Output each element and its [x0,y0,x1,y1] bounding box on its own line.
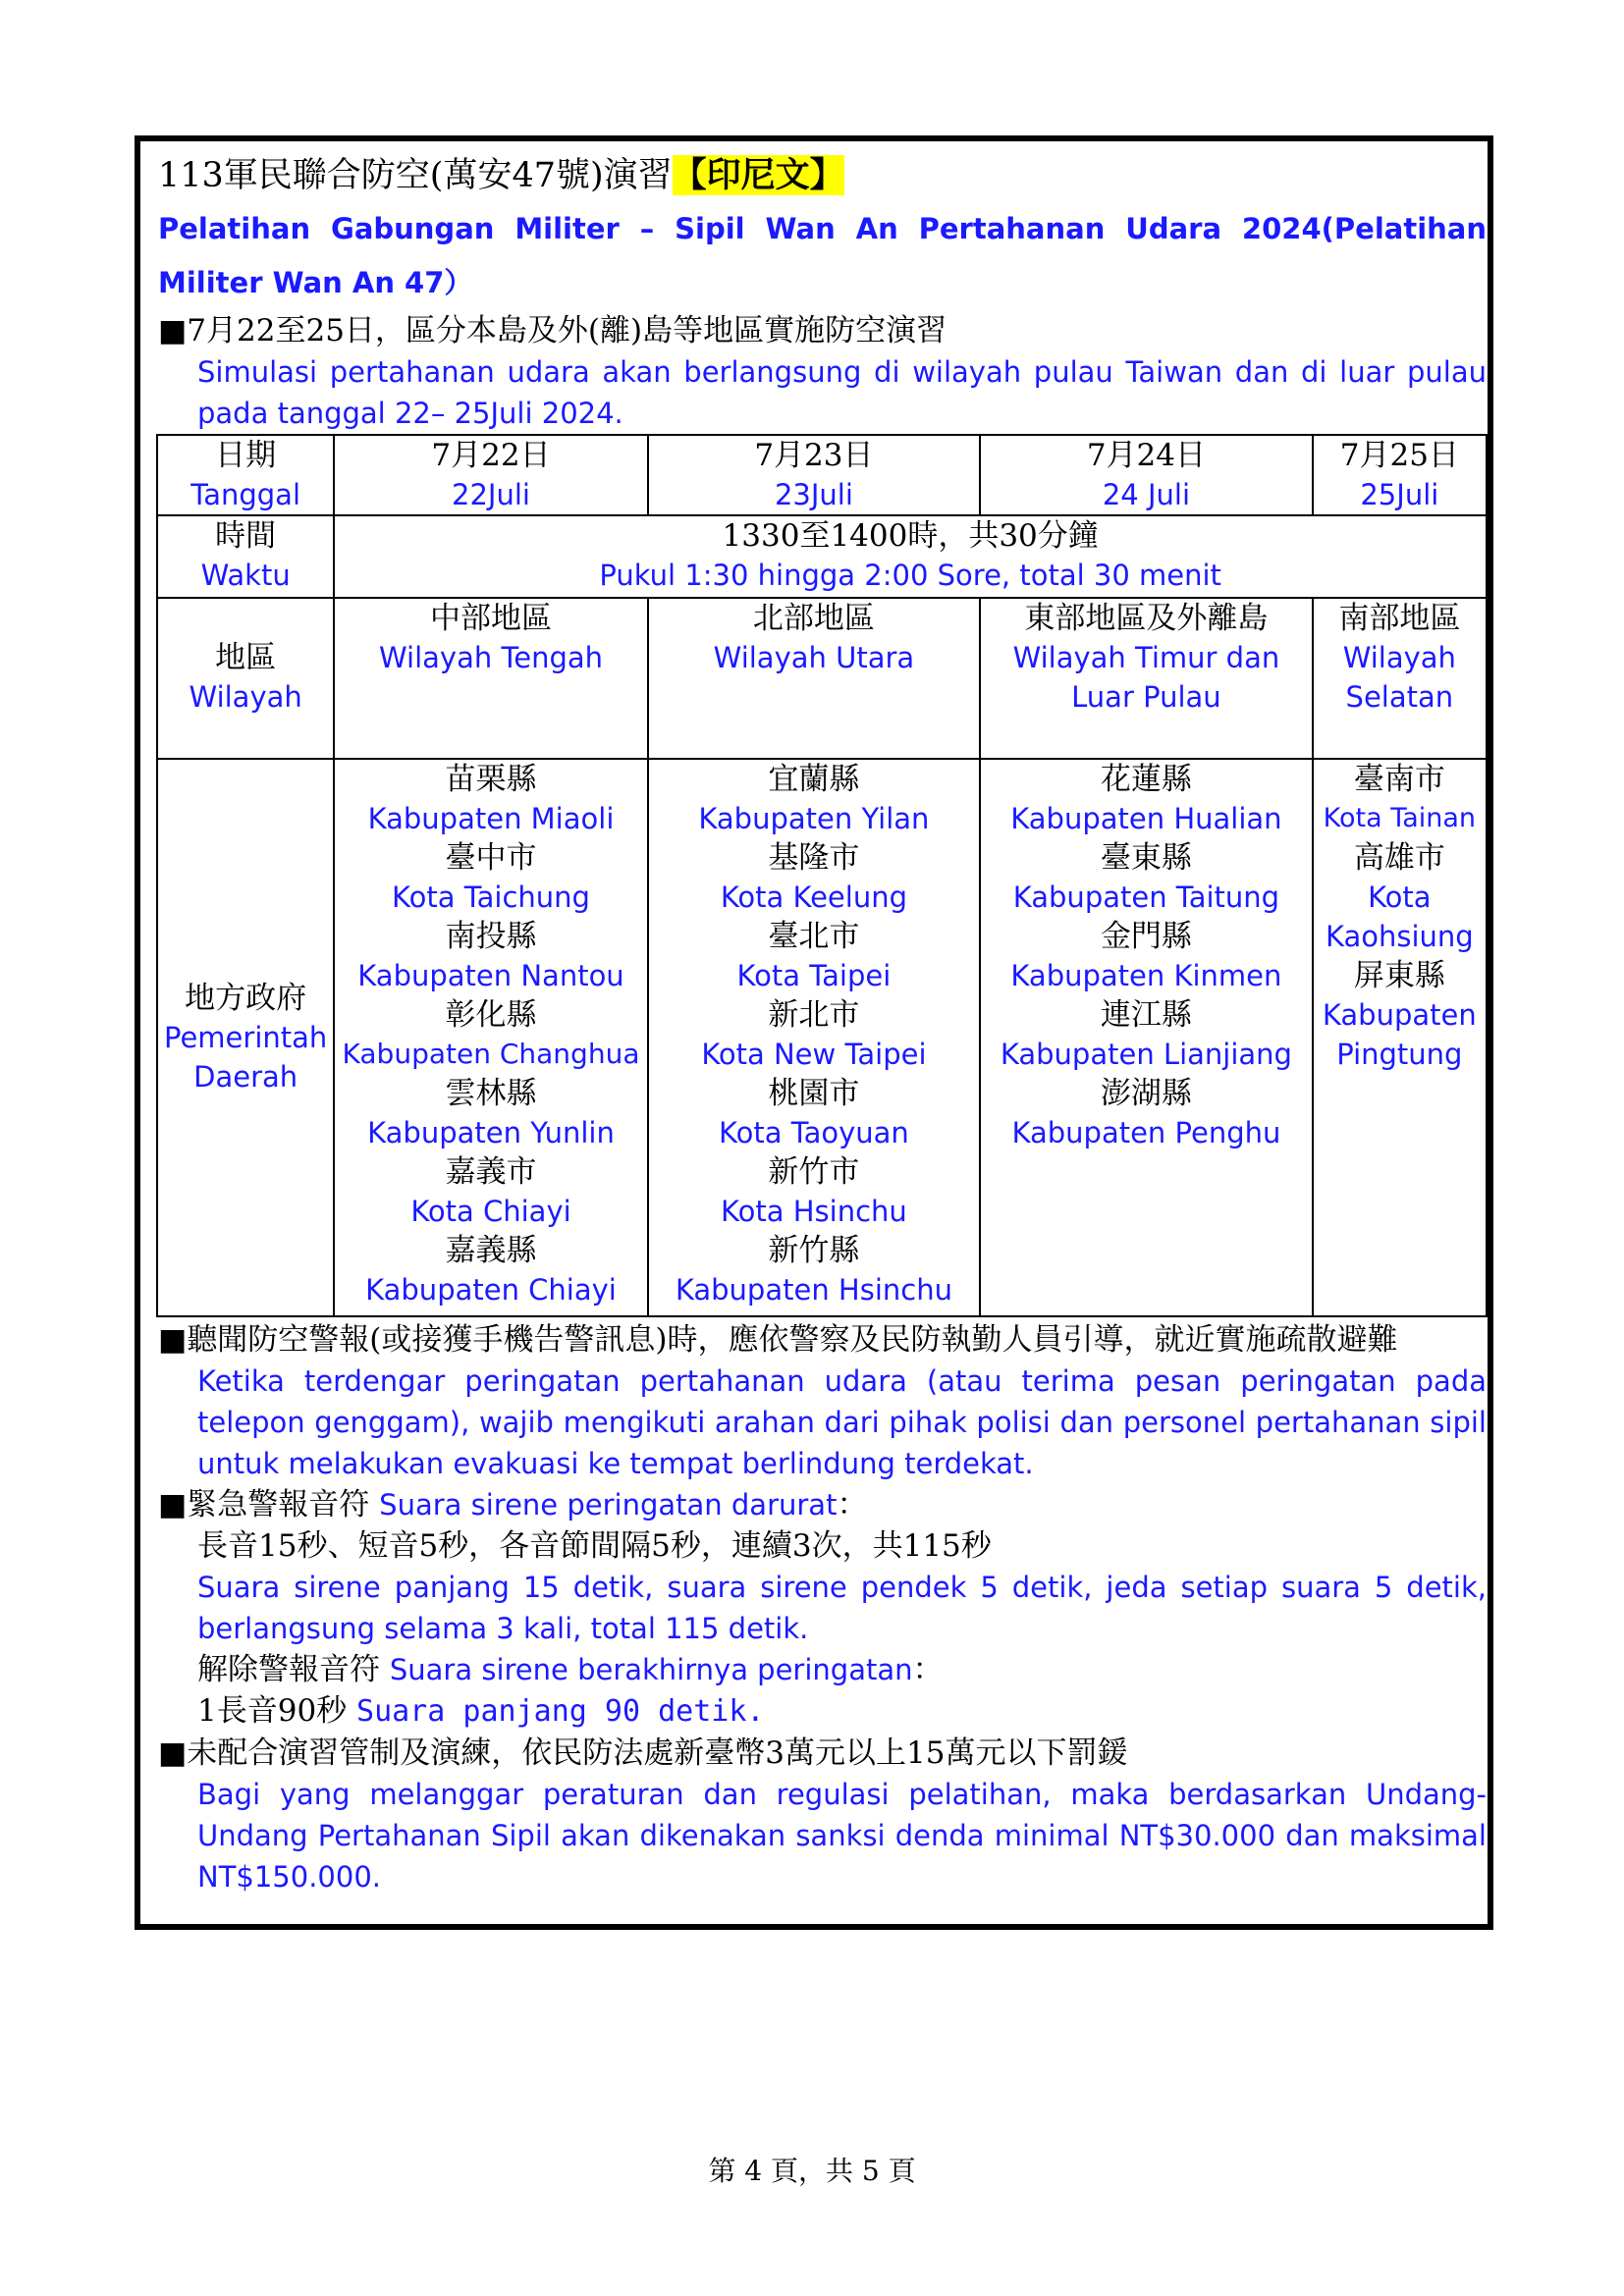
date-cell [648,435,981,515]
release-colon: ： [912,1652,944,1687]
title-en: Pelatihan Gabungan Militer – Sipil Wan An Pertahanan Udara 2024(Pelatihan Militer Wan An 47） [158,212,1487,299]
region-en: Wilayah Selatan [1342,641,1456,714]
bullet-square: ■ [158,1322,188,1358]
time-label-zh: 時間 [215,518,277,554]
gov-en: Kabupaten [1322,998,1477,1032]
region-zh: 東部地區及外離島 [1024,601,1269,636]
gov-zh: 澎湖縣 [1100,1076,1192,1111]
gov-label-zh: 地方政府 [185,981,307,1016]
gov-en: Kabupaten Yunlin [367,1116,615,1149]
region-en: Wilayah Timur dan Luar Pulau [1012,641,1280,714]
gov-en: Kota [1368,881,1432,914]
siren-desc-en: Suara sirene panjang 15 detik, suara sirene pendek 5 detik, jeda setiap suara 5 detik, berlangsung selama 3 kali, total 115 detik. [197,1571,1487,1645]
gov-en: Kota Hsinchu [721,1195,907,1228]
row-time [157,515,1487,598]
intro-en: Simulasi pertahanan udara akan berlangsung di wilayah pulau Taiwan dan di luar pulau pada tanggal 22– 25Juli 2024. [197,355,1487,430]
region-label-en: Wilayah [189,680,302,714]
row-region [157,598,1487,759]
title-zh: 113軍民聯合防空(萬安47號)演習 [158,156,673,195]
page-number-footer: 第 4 頁，共 5 頁 [708,2155,916,2187]
release-desc-zh: 1長音90秒 [197,1693,348,1729]
region-cell [334,598,647,759]
alarm-zh: 聽聞防空警報(或接獲手機告警訊息)時，應依警察及民防執勤人員引導，就近實施疏散避難 [187,1322,1398,1358]
gov-en: Kota New Taipei [701,1038,927,1071]
gov-zh: 桃園市 [768,1076,860,1111]
gov-label-en: Daerah [193,1060,298,1094]
gov-en: Kabupaten Kinmen [1010,959,1282,992]
date-zh: 7月22日 [431,438,551,473]
release-desc-en: Suara panjang 90 detik. [356,1694,765,1729]
gov-cell-north [648,759,981,1316]
region-label-zh: 地區 [215,640,277,675]
siren-colon: ： [837,1487,868,1522]
bullet-square: ■ [158,1487,188,1522]
gov-en: Kabupaten Penghu [1011,1116,1281,1149]
region-en: Wilayah Tengah [378,641,604,674]
gov-zh: 臺北市 [768,919,860,954]
region-cell [1313,598,1487,759]
gov-en: Kabupaten Yilan [698,802,930,835]
date-cell [334,435,647,515]
title-language-tag: 【印尼文】 [672,155,844,195]
date-en: 22Juli [452,478,530,511]
date-cell [980,435,1313,515]
row-date [157,435,1487,515]
gov-zh: 金門縣 [1100,919,1192,954]
gov-zh: 新竹市 [768,1154,860,1190]
gov-zh: 彰化縣 [445,997,537,1033]
document-body [158,151,1487,1897]
intro-zh: 7月22至25日，區分本島及外(離)島等地區實施防空演習 [187,313,947,348]
region-en: Wilayah Utara [713,641,915,674]
gov-en: Kabupaten Lianjiang [1000,1038,1292,1071]
gov-zh: 苗栗縣 [445,762,537,797]
gov-zh: 花蓮縣 [1100,762,1192,797]
intro-zh-line [158,310,1487,351]
gov-zh: 嘉義縣 [445,1233,537,1268]
gov-en: Kota Chiayi [410,1195,571,1228]
gov-en: Kabupaten Changhua [342,1038,640,1070]
release-label-zh: 解除警報音符 [197,1652,380,1687]
gov-en: Kabupaten Hsinchu [675,1273,952,1307]
gov-en: Kabupaten Nantou [357,959,624,992]
alarm-en: Ketika terdengar peringatan pertahanan udara (atau terima pesan peringatan pada telepon genggam), wajib mengikuti arahan dari pihak polisi dan personel pertahanan sipil untuk melakukan evakuasi ke tempat berlindung terdekat. [197,1364,1487,1480]
gov-zh: 連江縣 [1100,997,1192,1033]
bullet-square: ■ [158,1735,188,1771]
title-zh-line [158,151,1487,200]
date-zh: 7月24日 [1086,438,1206,473]
siren-label-en: Suara sirene peringatan darurat [379,1488,838,1522]
gov-zh: 南投縣 [445,919,537,954]
gov-en: Pingtung [1336,1038,1463,1071]
time-zh: 1330至1400時，共30分鐘 [722,518,1099,554]
date-cell [1313,435,1487,515]
gov-cell-central [334,759,647,1316]
gov-en: Kabupaten Taitung [1012,881,1280,914]
siren-line [158,1484,1487,1525]
gov-zh: 宜蘭縣 [768,762,860,797]
region-cell [980,598,1313,759]
gov-header-cell [157,759,334,1316]
penalty-en: Bagi yang melanggar peraturan dan regulasi pelatihan, maka berdasarkan Undang-Undang Pertahanan Sipil akan dikenakan sanksi denda minimal NT$30.000 dan maksimal NT$150.000. [197,1778,1487,1894]
date-zh: 7月25日 [1339,438,1459,473]
penalty-zh: 未配合演習管制及演練，依民防法處新臺幣3萬元以上15萬元以下罰鍰 [187,1735,1128,1771]
siren-desc-zh: 長音15秒、短音5秒，各音節間隔5秒，連續3次，共115秒 [197,1528,992,1564]
siren-label-zh: 緊急警報音符 [187,1487,370,1522]
gov-zh: 臺南市 [1353,762,1445,797]
time-label-en: Waktu [200,559,291,592]
gov-en: Kota Tainan [1323,803,1477,833]
gov-zh: 臺東縣 [1100,840,1192,876]
document-frame [135,135,1493,1930]
date-zh: 7月23日 [754,438,874,473]
date-en: 24 Juli [1102,478,1190,511]
region-zh: 南部地區 [1338,601,1461,636]
date-en: 23Juli [774,478,853,511]
region-zh: 中部地區 [430,601,552,636]
release-line [158,1649,1487,1690]
gov-zh: 基隆市 [768,840,860,876]
region-zh: 北部地區 [752,601,875,636]
gov-cell-east [980,759,1313,1316]
penalty-zh-line [158,1733,1487,1774]
release-label-en: Suara sirene berakhirnya peringatan [389,1653,913,1686]
gov-en: Kota Keelung [720,881,907,914]
gov-zh: 屏東縣 [1353,958,1445,993]
gov-zh: 新北市 [768,997,860,1033]
date-header-cell [157,435,334,515]
gov-en: Kota Taoyuan [719,1116,909,1149]
gov-en: Kabupaten Miaoli [367,802,615,835]
date-label-en: Tanggal [190,478,301,511]
date-label-zh: 日期 [215,438,277,473]
alarm-zh-line [158,1319,1487,1361]
gov-zh: 雲林縣 [445,1076,537,1111]
gov-zh: 嘉義市 [445,1154,537,1190]
gov-en: Kabupaten Chiayi [365,1273,617,1307]
time-cell [334,515,1487,598]
gov-cell-south [1313,759,1487,1316]
gov-en: Kota Taichung [392,881,590,914]
gov-zh: 新竹縣 [768,1233,860,1268]
time-header-cell [157,515,334,598]
gov-zh: 臺中市 [445,840,537,876]
gov-label-en: Pemerintah [164,1021,328,1054]
row-local-gov [157,759,1487,1316]
time-en: Pukul 1:30 hingga 2:00 Sore, total 30 menit [599,559,1221,592]
release-desc-line [158,1690,1487,1733]
region-cell [648,598,981,759]
date-en: 25Juli [1360,478,1439,511]
gov-zh: 高雄市 [1353,840,1445,876]
gov-en: Kota Taipei [736,959,892,992]
region-header-cell [157,598,334,759]
gov-en: Kabupaten Hualian [1010,802,1282,835]
gov-en: Kaohsiung [1325,920,1474,953]
bullet-square: ■ [158,313,188,348]
schedule-table [156,434,1488,1317]
